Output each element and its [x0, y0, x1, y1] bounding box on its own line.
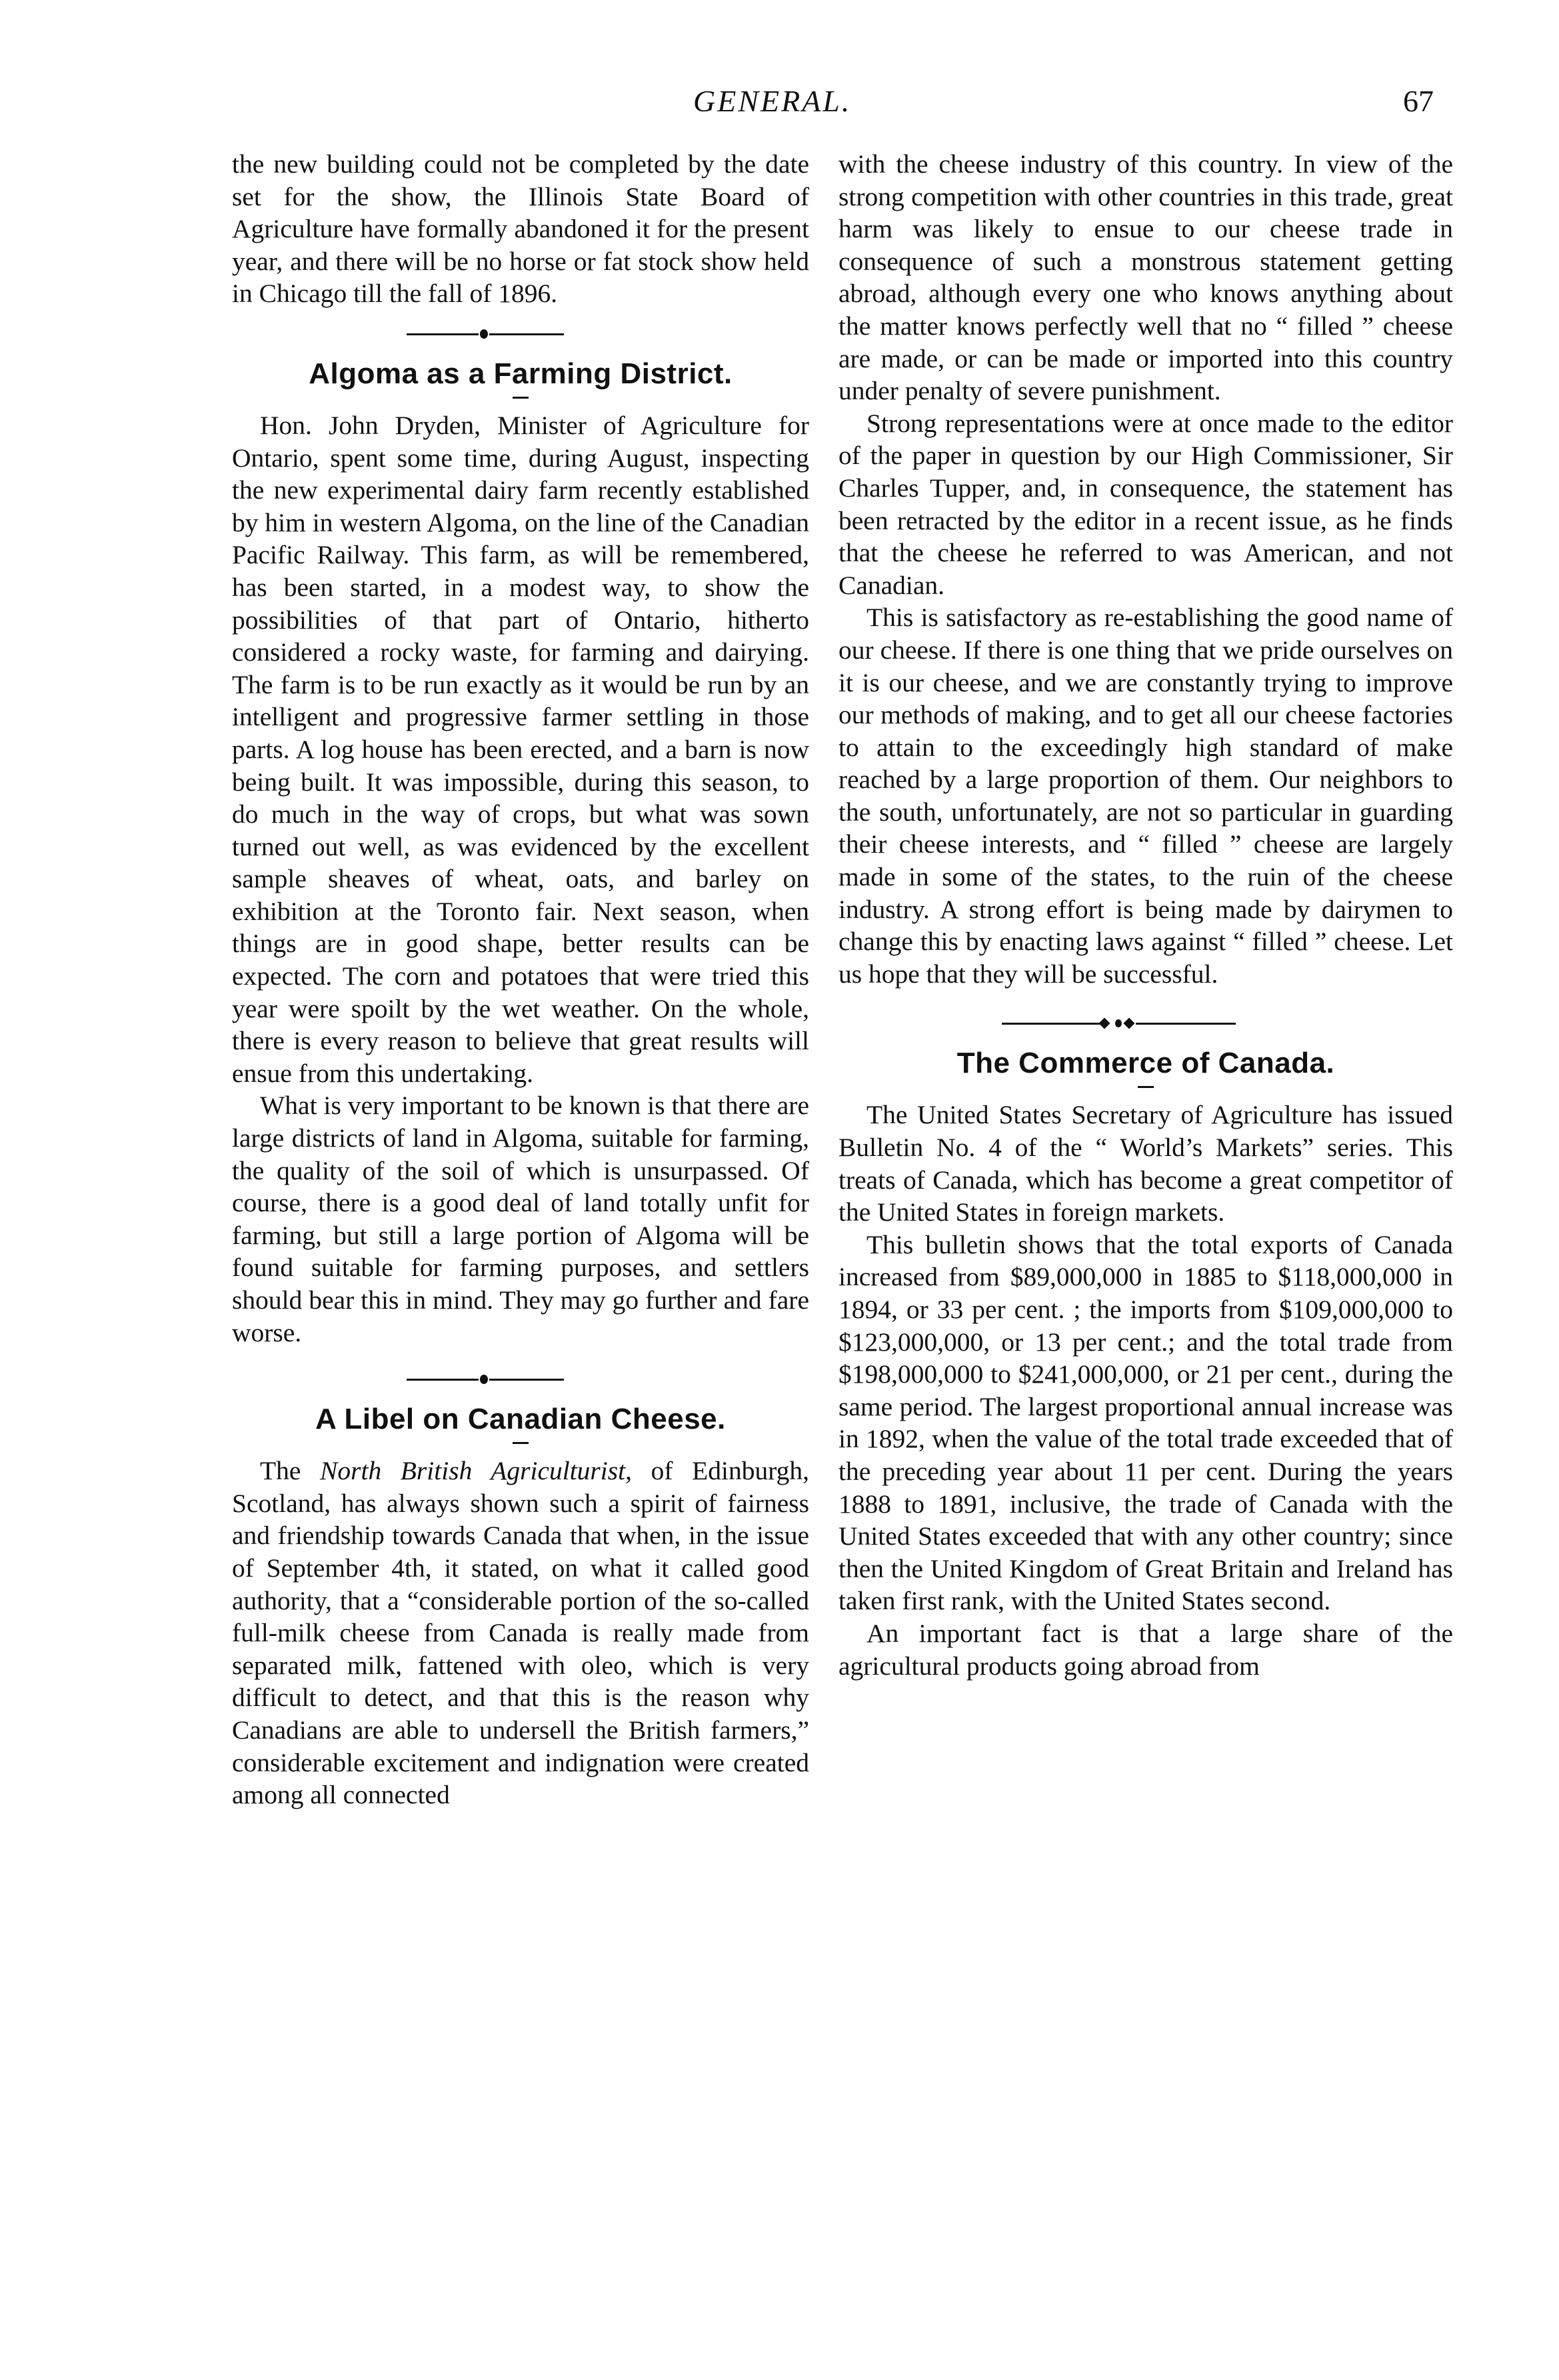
article-paragraph: The United States Secretary of Agriculture has issued Bulletin No. 4 of the “ World’s Markets” series. This treats of Canada, which has become a great competitor of the United States in foreign markets. [838, 1100, 1453, 1227]
title-dash [1138, 1086, 1154, 1088]
paragraph-text: , of Edinburgh, Scotland, has always shown such a spirit of fairness and friendship towards Canada that when, in the issue of September 4th, it stated, on what it called good authority, that a “considerable portion of the so-called full-milk cheese from Canada is really made from separated milk, fattened with oleo, which is very difficult to detect, and that this is the reason why Canadians are able to undersell the British farmers,” considerable excitement and indignation were created among all connected [232, 1456, 810, 1810]
article-paragraph: Hon. John Dryden, Minister of Agriculture for Ontario, spent some time, during August, inspecting the new experimental dairy farm recently established by him in western Algoma, on the line of the Canadian Pacific Railway. This farm, as will be remembered, has been started, in a modest way, to show the possibilities of that part of Ontario, hitherto considered a rocky waste, for farming and dairying. The farm is to be run exactly as it would be run by an intelligent and progressive farmer settling in those parts. A log house has been erected, and a barn is now being built. It was impossible, during this season, to do much in the way of crops, but what was sown turned out well, as was evidenced by the excellent sample sheaves of wheat, oats, and barley on exhibition at the Toronto fair. Next season, when things are in good shape, better results can be expected. The corn and potatoes that were tried this year were spoilt by the wet weather. On the whole, there is every reason to believe that great results will ensue from this undertaking. [232, 410, 809, 1088]
article-paragraph: This bulletin shows that the total exports of Canada increased from $89,000,000 in 1885 to $118,000,000 in 1894, or 33 per cent. ; the imports from $109,000,000 to $123,000,000, or 13 per cent.; and the total trade from $198,000,000 to $241,000,000, or 21 per cent., during the same period. The largest proportional annual increase was in 1892, when the value of the total trade exceeded that of the preceding year about 11 per cent. During the years 1888 to 1891, inclusive, the trade of Canada with the United States exceeded that with any other country; since then the United Kingdom of Great Britain and Ireland has taken first rank, with the United States second. [838, 1229, 1453, 1616]
running-head: GENERAL. [693, 84, 852, 118]
title-dash [513, 1442, 529, 1444]
lead-word: The [260, 1456, 301, 1486]
section-ornament [838, 1010, 1453, 1037]
title-dash [513, 397, 529, 399]
article-paragraph: What is very important to be known is that there are large districts of land in Algoma, suitable for farming, the quality of the soil of which is unsurpassed. Of course, there is a good deal of land totally unfit for farming, but still a large portion of Algoma will be found suitable for farming purposes, and settlers should bear this in mind. They may go further and fare worse. [232, 1091, 809, 1347]
left-column [232, 148, 809, 1811]
publication-name: North British Agriculturist [320, 1456, 626, 1486]
section-ornament [232, 1366, 809, 1393]
section-ornament [232, 321, 809, 347]
article-paragraph: An important fact is that a large share of the agricultural products going abroad from [838, 1618, 1453, 1681]
article-title-libel: A Libel on Canadian Cheese. [315, 1403, 726, 1436]
article-paragraph: with the cheese industry of this country. In view of the strong competition with other countries in this trade, great harm was likely to ensue to our cheese trade in consequence of such a monstrous statement getting abroad, although every one who knows anything about the matter knows perfectly well that no “ filled ” cheese are made, or can be made or imported into this country under penalty of severe punishment. [838, 149, 1453, 406]
article-paragraph: This is satisfactory as re-establishing the good name of our cheese. If there is one thing that we pride ourselves on it is our cheese, and we are constantly trying to improve our methods of making, and to get all our cheese factories to attain to the exceedingly high standard of make reached by a large proportion of them. Our neighbors to the south, unfortunately, are not so particular in guarding their cheese interests, and “ filled ” cheese are largely made in some of the states, to the ruin of the cheese industry. A strong effort is being made by dairymen to change this by enacting laws against “ filled ” cheese. Let us hope that they will be successful. [838, 603, 1453, 989]
article-title-commerce: The Commerce of Canada. [956, 1047, 1335, 1080]
intro-paragraph: the new building could not be completed by the date set for the show, the Illinois State Board of Agriculture have formally abandoned it for the present year, and there will be no horse or fat stock show held in Chicago till the fall of 1896. [232, 149, 809, 309]
article-title-algoma: Algoma as a Farming District. [309, 357, 733, 390]
article-paragraph [232, 1455, 809, 1811]
article-paragraph: Strong representations were at once made to the editor of the paper in question by our High Commissioner, Sir Charles Tupper, and, in consequence, the statement has been retracted by the editor in a recent issue, as he finds that the cheese he referred to was American, and not Canadian. [838, 408, 1453, 600]
page-number: 67 [1403, 84, 1434, 118]
right-column [838, 148, 1453, 1682]
